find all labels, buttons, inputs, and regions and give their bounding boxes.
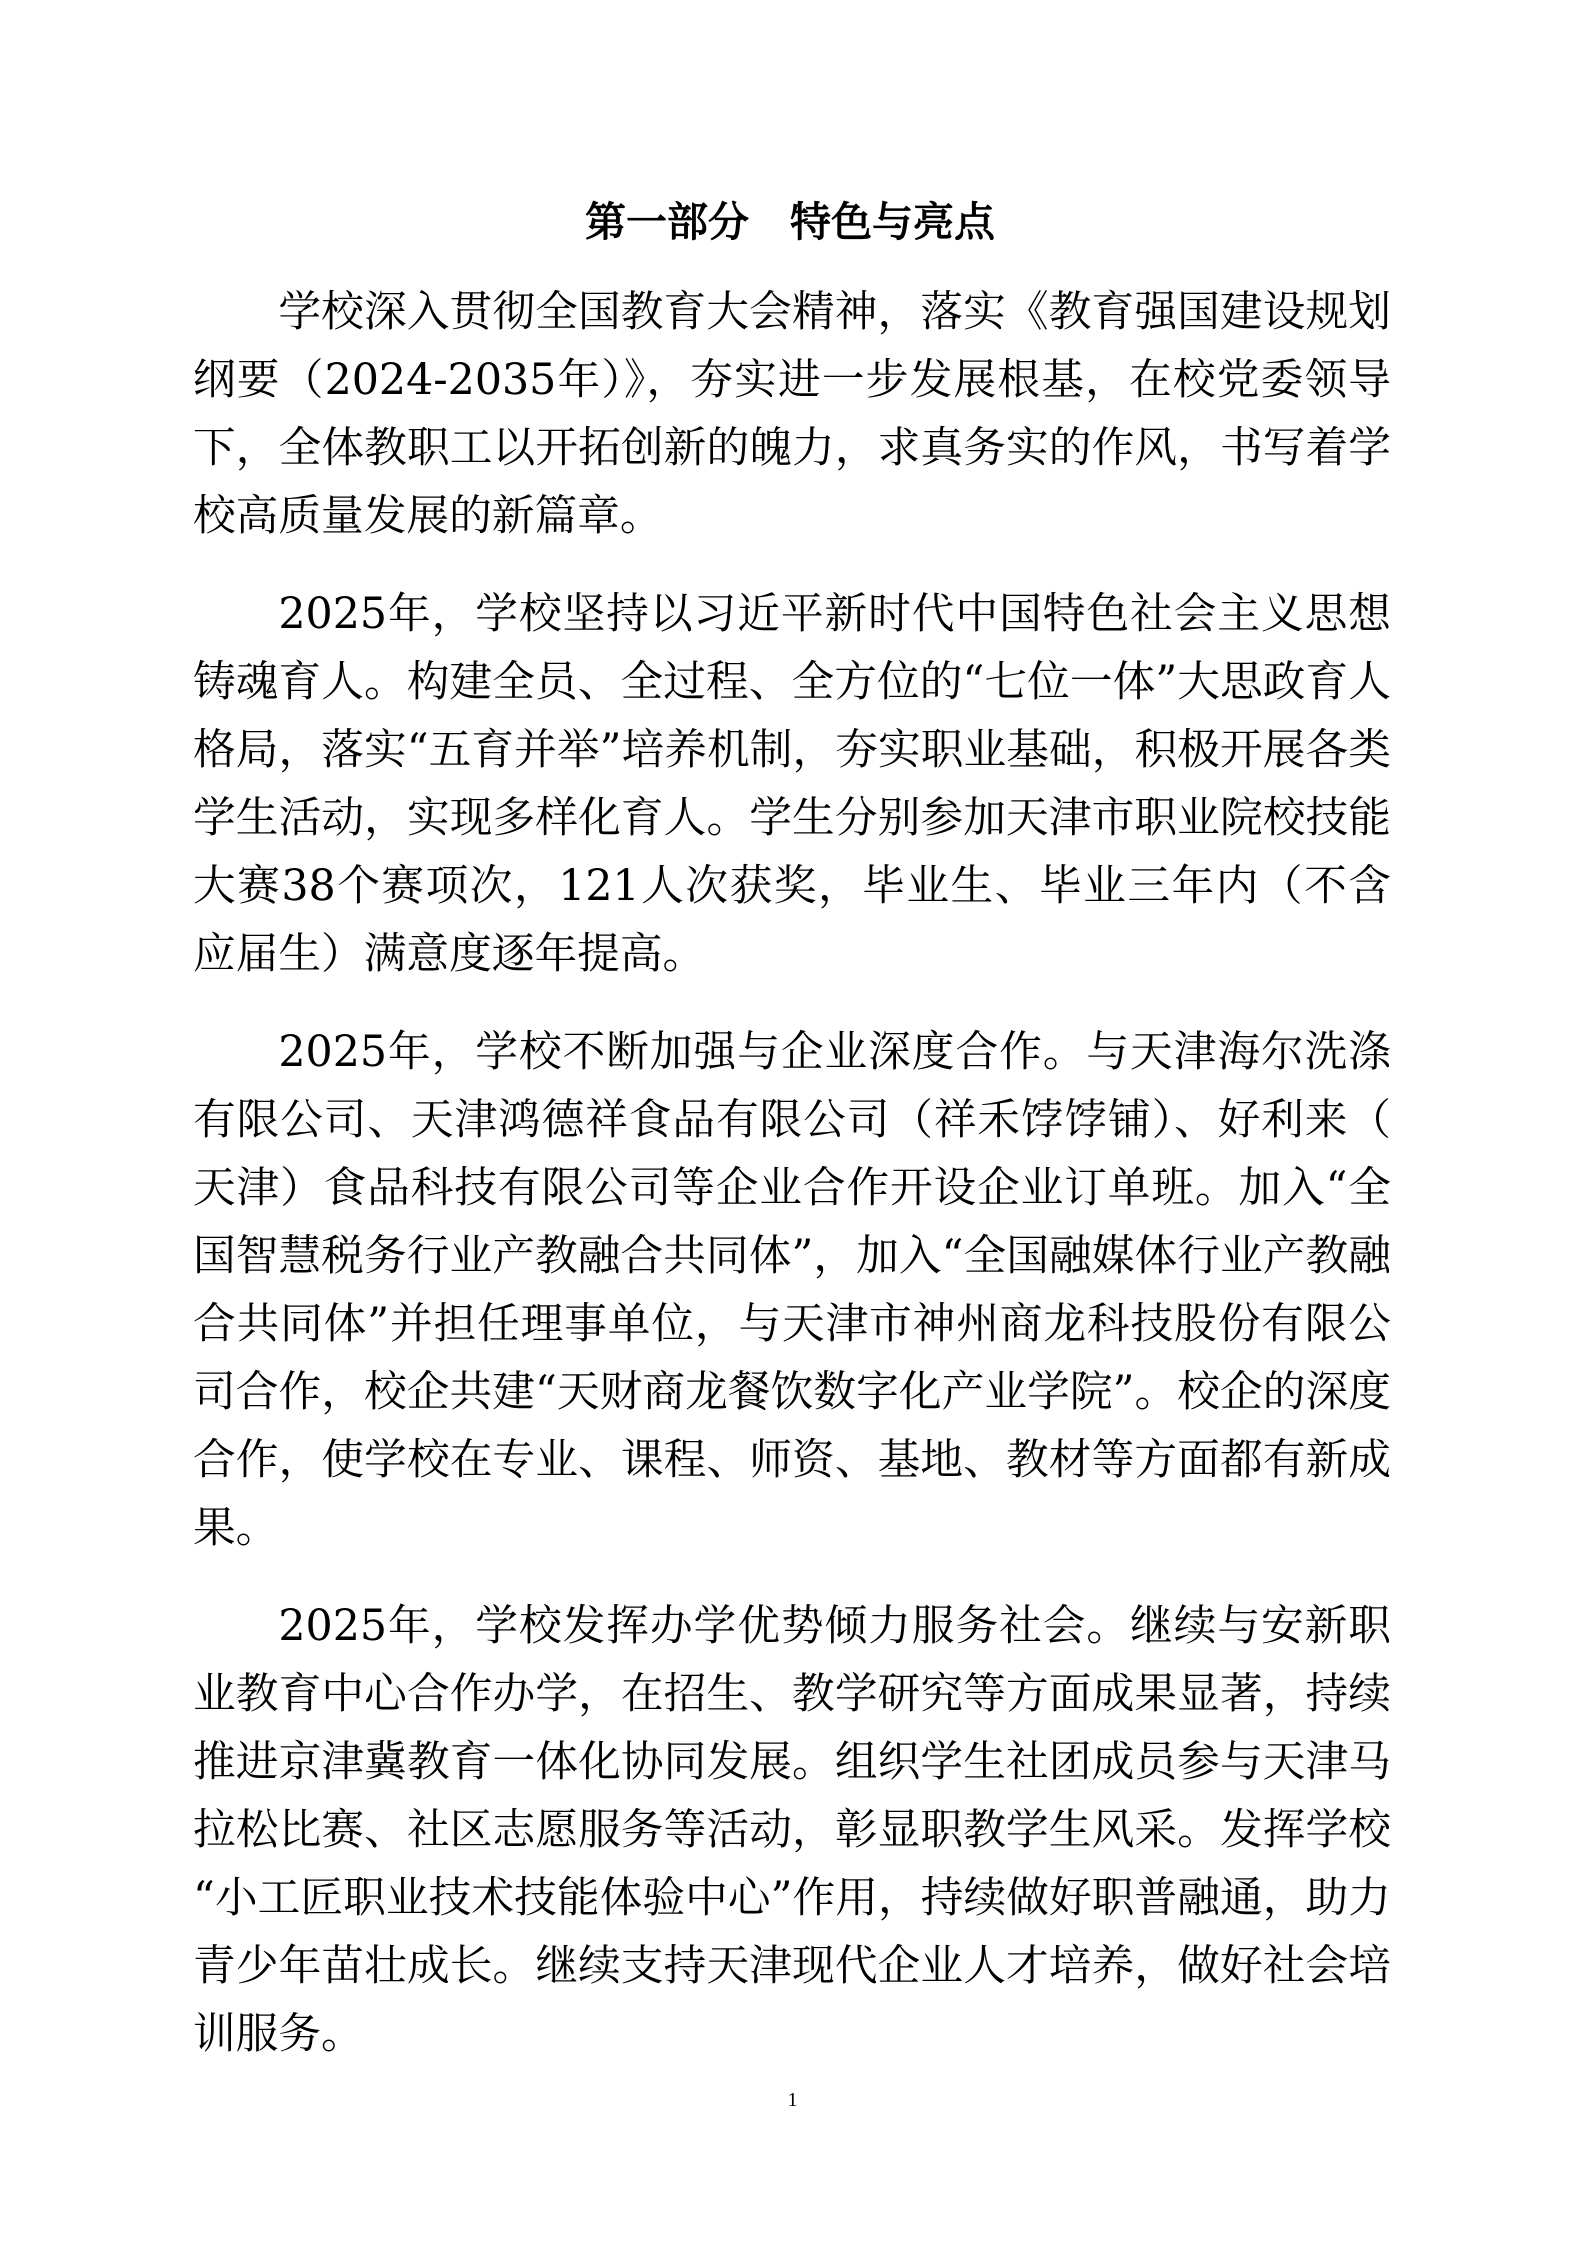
page-number-footer bbox=[0, 2086, 1587, 2114]
paragraph-social-service: 2025年，学校发挥办学优势倾力服务社会。继续与安新职业教育中心合作办学，在招生、教学研究等方面成果显著，持续推进京津冀教育一体化协同发展。组织学生社团成员参与天津马拉松比赛、社区志愿服务等活动，彰显职教学生风采。发挥学校“小工匠职业技术技能体验中心”作用，持续做好职普融通，助力青少年苗壮成长。继续支持天津现代企业人才培养，做好社会培训服务。 bbox=[193, 1601, 1391, 2059]
paragraph-intro: 学校深入贯彻全国教育大会精神，落实《教育强国建设规划纲要（2024-2035年）》，夯实进一步发展根基，在校党委领导下，全体教职工以开拓创新的魄力，求真务实的作风，书写着学校高质量发展的新篇章。 bbox=[193, 287, 1391, 541]
paragraph-enterprise-cooperation: 2025年，学校不断加强与企业深度合作。与天津海尔洗涤有限公司、天津鸿德祥食品有限公司（祥禾饽饽铺）、好利来（天津）食品科技有限公司等企业合作开设企业订单班。加入“全国智慧税务行业产教融合共同体”，加入“全国融媒体行业产教融合共同体”并担任理事单位，与天津市神州商龙科技股份有限公司合作，校企共建“天财商龙餐饮数字化产业学院”。校企的深度合作，使学校在专业、课程、师资、基地、教材等方面都有新成果。 bbox=[193, 1027, 1391, 1553]
section-title: 第一部分 特色与亮点 bbox=[585, 198, 995, 246]
paragraph-ideological-education: 2025年，学校坚持以习近平新时代中国特色社会主义思想铸魂育人。构建全员、全过程、全方位的“七位一体”大思政育人格局，落实“五育并举”培养机制，夯实职业基础，积极开展各类学生活动，实现多样化育人。学生分别参加天津市职业院校技能大赛38个赛项次，121人次获奖，毕业生、毕业三年内（不含应届生）满意度逐年提高。 bbox=[193, 589, 1391, 979]
page-number: 1 bbox=[787, 2089, 798, 2111]
document-body bbox=[193, 278, 1391, 2098]
